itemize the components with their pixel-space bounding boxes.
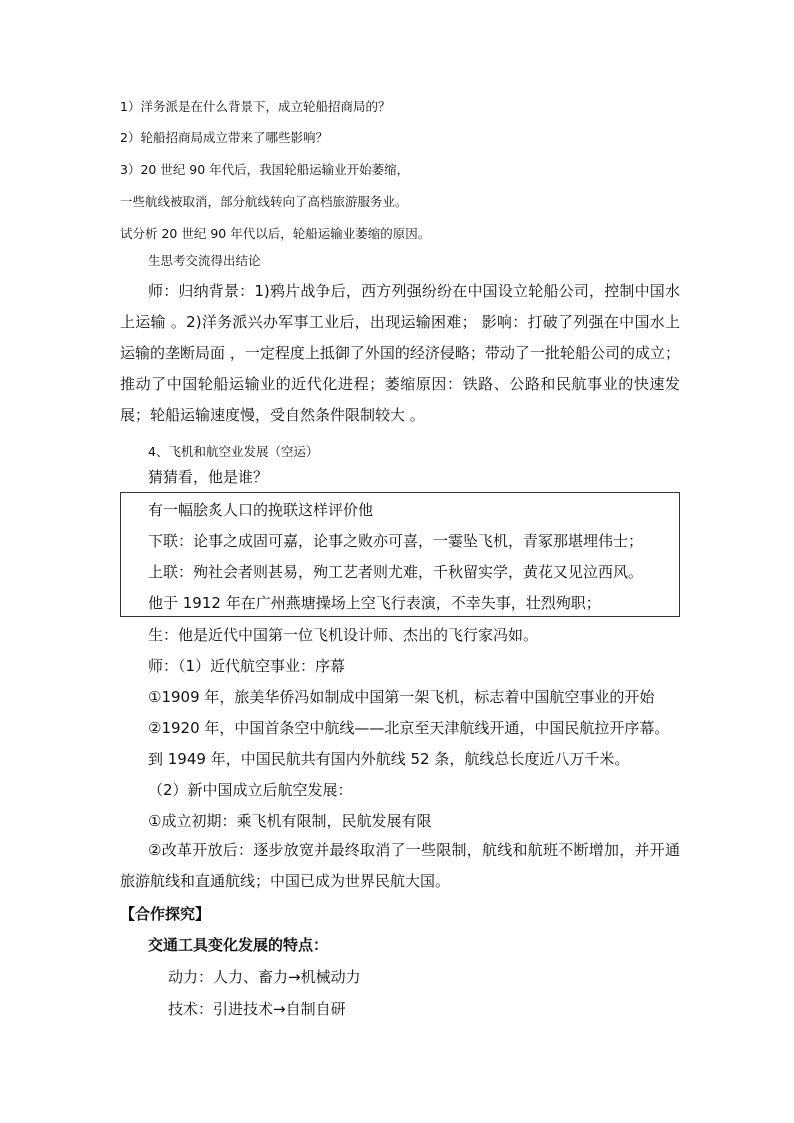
couplet-lower: 下联：论事之成固可嘉，论事之败亦可喜，一霎坠飞机，青冢那堪埋伟士； [148, 532, 644, 550]
teacher-summary: 师：归纳背景：1)鸦片战争后，西方列强纷纷在中国设立轮船公司，控制中国水上运输 。2)洋务派兴办军事工业后，出现运输困难； 影响：打破了列强在中国水上运输的垄断局面 ，一定程度上抵御了外国的经济侵略；带动了一批轮船公司的成立；推动了中国轮船运输业的近代化进程；萎缩原因：铁路、公路和民航事业的快速发展；轮船运输速度慢，受自然条件限制较大 。 [120, 282, 680, 424]
tech-feature: 技术：引进技术→自制自研 [168, 1000, 346, 1018]
power-feature: 动力：人力、畜力→机械动力 [168, 968, 361, 986]
aviation-title: 师：（1）近代航空事业：序幕 [148, 657, 346, 675]
aviation-new-china: （2）新中国成立后航空发展： [148, 781, 353, 799]
couplet-upper: 上联：殉社会者则甚易，殉工艺者则尤难，千秋留实学，黄花又见泣西风。 [148, 563, 644, 581]
section-4-heading: 4、飞机和航空业发展（空运） [148, 444, 319, 459]
couplet-intro: 有一幅脍炙人口的挽联这样评价他 [148, 501, 374, 519]
question-3: 3）20 世纪 90 年代后，我国轮船运输业开始萎缩， [120, 162, 410, 177]
student-conclusion: 生思考交流得出结论 [148, 253, 261, 268]
aviation-1920: ②1920 年，中国首条空中航线——北京至天津航线开通，中国民航拉开序幕。 [148, 719, 670, 737]
couplet-context: 他于 1912 年在广州燕塘操场上空飞行表演，不幸失事，壮烈殉职； [148, 594, 601, 612]
question-3-continued: 一些航线被取消，部分航线转向了高档旅游服务业。 [120, 194, 408, 209]
aviation-1909: ①1909 年，旅美华侨冯如制成中国第一架飞机，标志着中国航空事业的开始 [148, 688, 655, 706]
question-1: 1）洋务派是在什么背景下，成立轮船招商局的？ [120, 99, 391, 114]
aviation-early: ①成立初期：乘飞机有限制，民航发展有限 [148, 812, 432, 830]
aviation-1949: 到 1949 年，中国民航共有国内外航线 52 条，航线总长度近八万千米。 [148, 750, 630, 768]
question-3-task: 试分析 20 世纪 90 年代以后，轮船运输业萎缩的原因。 [120, 226, 431, 241]
cooperation-heading: 【合作探究】 [120, 905, 211, 923]
features-heading: 交通工具变化发展的特点： [148, 936, 329, 954]
aviation-reform: ②改革开放后：逐步放宽并最终取消了一些限制，航线和航班不断增加，并开通旅游航线和直通航线；中国已成为世界民航大国。 [120, 841, 680, 890]
question-2: 2）轮船招商局成立带来了哪些影响？ [120, 130, 328, 145]
guess-prompt: 猜猜看，他是谁？ [148, 468, 269, 486]
student-answer: 生：他是近代中国第一位飞机设计师、杰出的飞行家冯如。 [148, 626, 539, 644]
